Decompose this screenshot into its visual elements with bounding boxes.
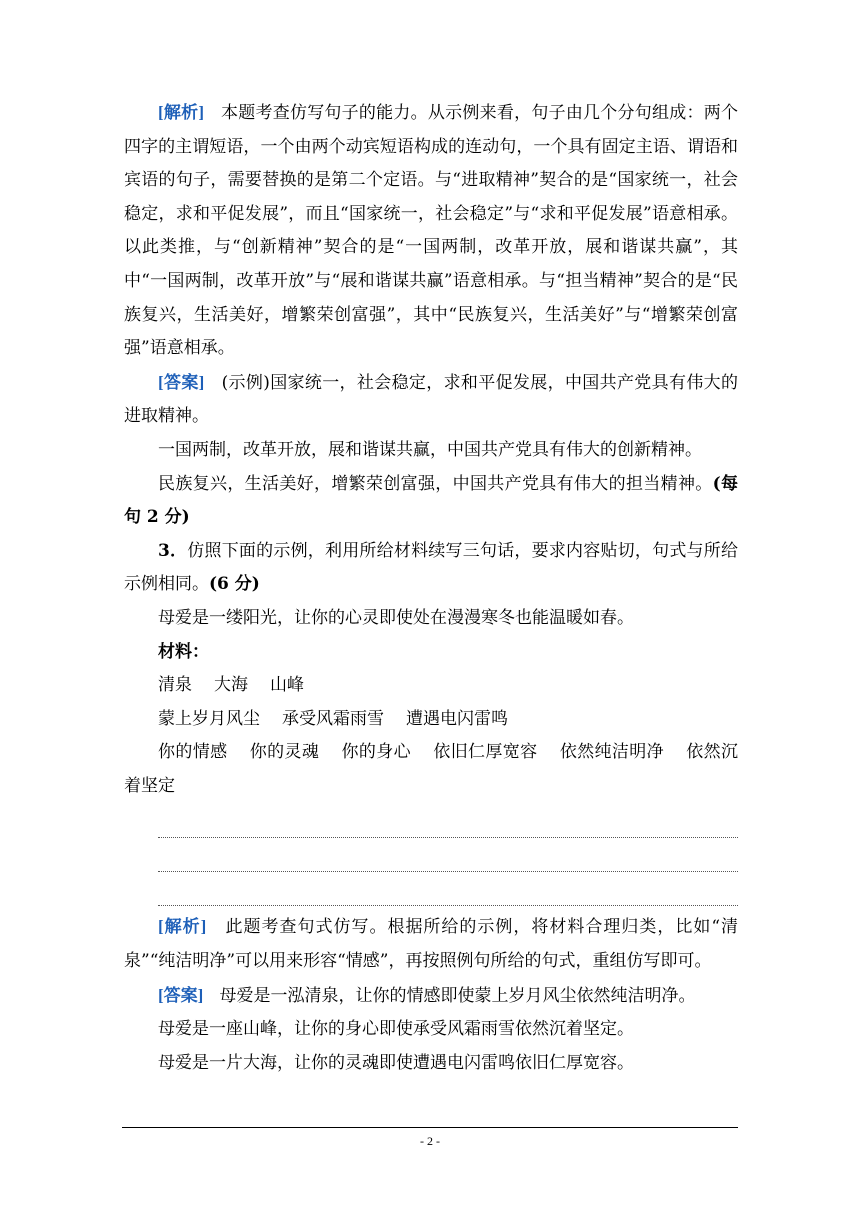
page-number: - 2 - bbox=[420, 1134, 440, 1148]
material-row-3 bbox=[124, 736, 738, 803]
material-row-1 bbox=[124, 669, 738, 703]
analysis-tag: [解析] bbox=[158, 917, 207, 937]
analysis-tag: [解析] bbox=[158, 103, 205, 122]
material-label: 材料： bbox=[158, 641, 209, 662]
material-item: 你的灵魂 bbox=[249, 742, 320, 763]
answer-blank-line bbox=[158, 809, 738, 838]
analysis-paragraph-1 bbox=[124, 96, 738, 366]
material-item: 大海 bbox=[214, 675, 248, 696]
material-item: 你的身心 bbox=[341, 742, 411, 763]
answer-b3: 母爱是一片大海，让你的灵魂即使遭遇电闪雷鸣依旧仁厚宽容。 bbox=[158, 1052, 634, 1073]
answer-b2: 母爱是一座山峰，让你的身心即使承受风霜雨雪依然沉着坚定。 bbox=[158, 1019, 634, 1040]
material-item: 遭遇电闪雷鸣 bbox=[406, 708, 508, 729]
question-3 bbox=[124, 535, 738, 602]
material-item: 承受风霜雨雪 bbox=[282, 708, 384, 729]
answer-tag: [答案] bbox=[158, 985, 204, 1005]
answer-tag: [答案] bbox=[158, 372, 205, 392]
answer-blank-line bbox=[158, 872, 738, 906]
material-item: 山峰 bbox=[270, 675, 304, 696]
material-item: 清泉 bbox=[158, 675, 192, 696]
material-row-2 bbox=[124, 703, 738, 737]
material-item: 依旧仁厚宽容 bbox=[432, 742, 538, 763]
question-score: (6 分) bbox=[209, 574, 260, 595]
analysis-text: 本题考查仿写句子的能力。从示例来看，句子由几个分句组成：两个四字的主谓短语，一个由两个动宾短语构成的连动句，一个具有固定主语、谓语和宾语的句子，需要替换的是第二个定语。与“进取精神”契合的是“国家统一，社会稳定，求和平促发展”，而且“国家统一，社会稳定”与“求和平促发展”语意相承。以此类推，与“创新精神”契合的是“一国两制，改革开放，展和谐谋共赢”，其中“一国两制，改革开放”与“展和谐谋共赢”语意相承。与“担当精神”契合的是“民族复兴，生活美好，增繁荣创富强”，其中“民族复兴，生活美好”与“增繁荣创富强”语意相承。 bbox=[124, 103, 738, 359]
answer-text: (示例)国家统一，社会稳定，求和平促发展，中国共产党具有伟大的进取精神。 bbox=[124, 372, 738, 427]
answer-paragraph-1 bbox=[124, 366, 738, 434]
question-text: 仿照下面的示例，利用所给材料续写三句话，要求内容贴切，句式与所给示例相同。 bbox=[124, 540, 738, 595]
question-number: 3． bbox=[158, 540, 188, 561]
material-item: 依然沉着坚定 bbox=[124, 742, 739, 796]
answer-line-3 bbox=[124, 468, 738, 535]
answer-line-3-text: 民族复兴，生活美好，增繁荣创富强，中国共产党具有伟大的担当精神。 bbox=[158, 473, 713, 494]
answer-line-2: 一国两制，改革开放，展和谐谋共赢，中国共产党具有伟大的创新精神。 bbox=[158, 439, 702, 460]
analysis-paragraph-2 bbox=[124, 910, 738, 978]
document-body bbox=[124, 96, 738, 1080]
material-item: 蒙上岁月风尘 bbox=[158, 708, 260, 729]
footer-divider bbox=[122, 1127, 738, 1128]
answer-blank-line bbox=[158, 838, 738, 872]
analysis-text-2: 此题考查句式仿写。根据所给的示例，将材料合理归类，比如“清泉”“纯洁明净”可以用来形容“情感”，再按照例句所给的句式，重组仿写即可。 bbox=[124, 917, 738, 972]
material-item: 你的情感 bbox=[158, 742, 228, 763]
material-item: 依然纯洁明净 bbox=[559, 742, 664, 763]
answer-b1-text: 母爱是一泓清泉，让你的情感即使蒙上岁月风尘依然纯洁明净。 bbox=[219, 985, 696, 1006]
score-note: (每句 2 分) bbox=[124, 473, 739, 528]
example-sentence: 母爱是一缕阳光，让你的心灵即使处在漫漫寒冬也能温暖如春。 bbox=[158, 607, 634, 628]
answer-paragraph-2 bbox=[124, 979, 738, 1014]
